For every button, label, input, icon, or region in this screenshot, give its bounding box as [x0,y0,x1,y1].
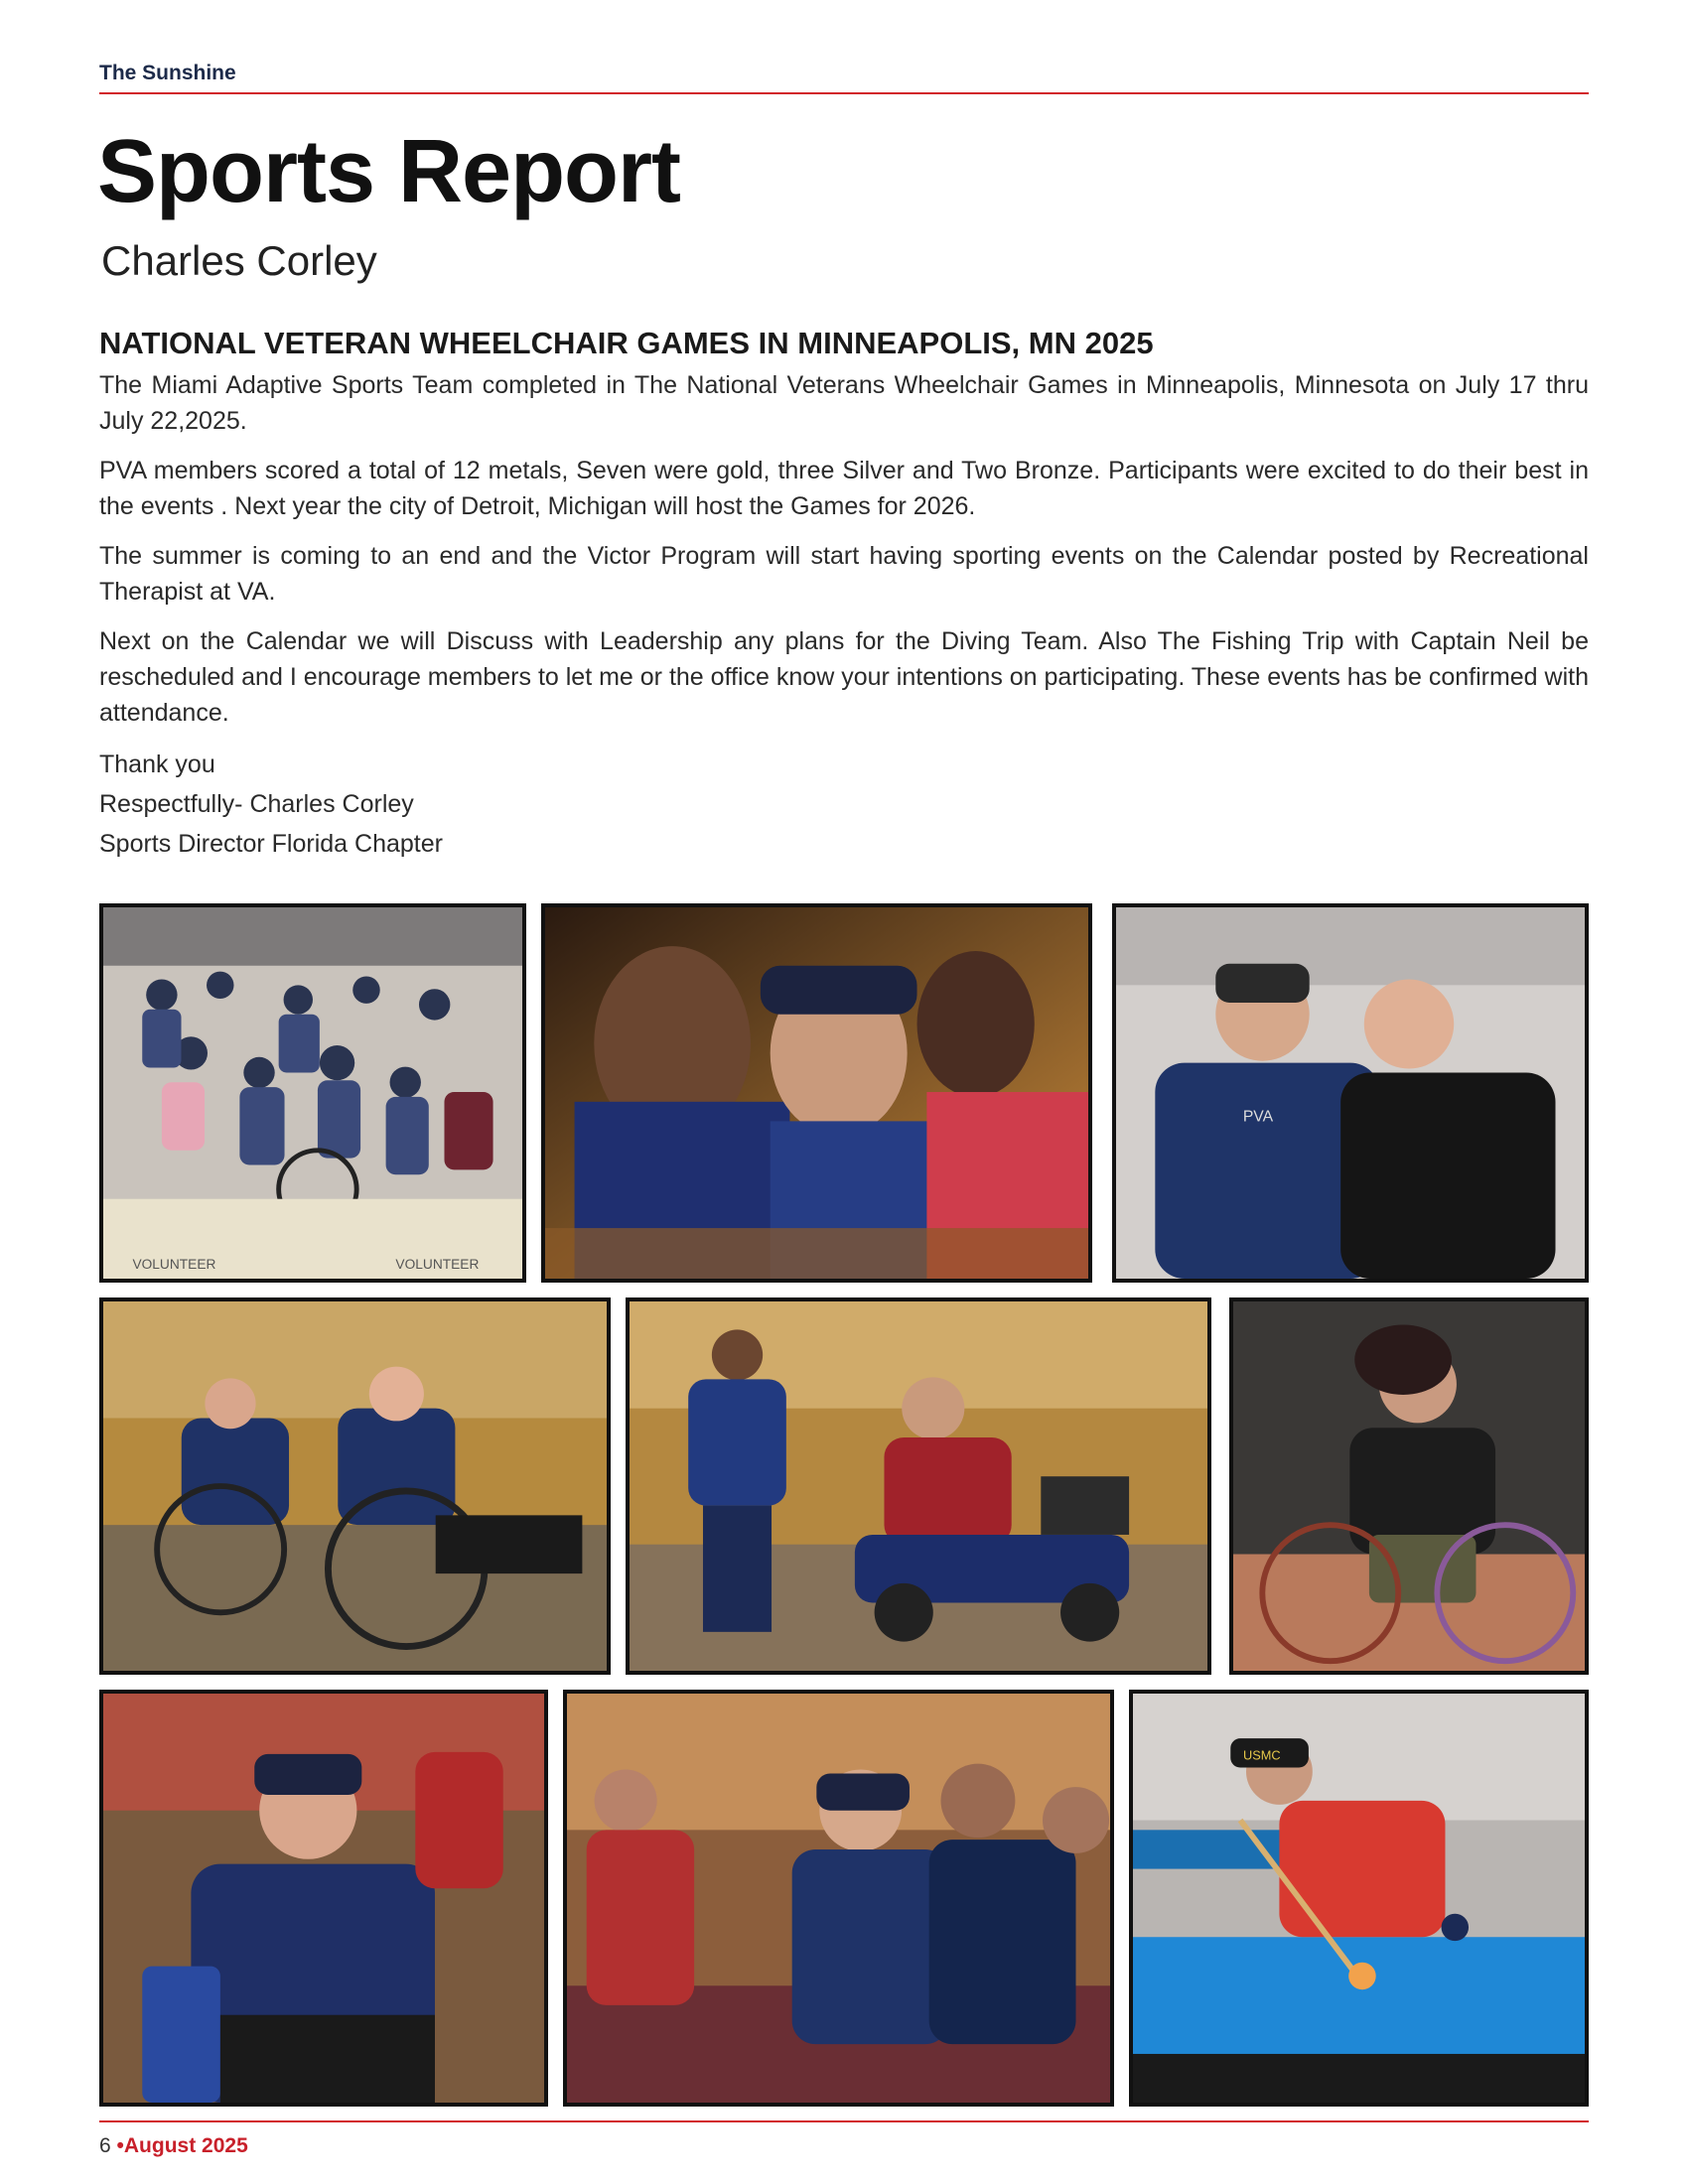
paragraph-2: PVA members scored a total of 12 metals, Seven were gold, three Silver and Two Bronze. Participants were excited to do their best in the events . Next year the city of Detroit, Michigan will host the Games for 2026. [99,456,1589,520]
volunteer-shirt-text-2: VOLUNTEER [395,1257,480,1273]
volunteer-shirt-text-1: VOLUNTEER [132,1257,216,1273]
photo-two-men-posing [1112,903,1589,1283]
pva-logo-text: PVA [1242,1108,1274,1126]
issue-date: August 2025 [123,2134,248,2157]
closing-block [99,745,1589,864]
photo-spectators-closeup [541,903,1092,1283]
photo-woman-wheelchair [1229,1297,1589,1675]
article-body [99,326,1589,864]
paragraph-4: Next on the Calendar we will Discuss with Leadership any plans for the Diving Team. Also The Fishing Trip with Captain Neil be rescheduled and I encourage members to let me or the office know your intentions on participating. These events has be confirmed with attendance. [99,626,1589,727]
closing-role: Sports Director Florida Chapter [99,829,443,858]
publication-name: The Sunshine [99,62,236,84]
footer-separator: • [116,2134,124,2157]
photo-crowd-concourse [99,903,526,1283]
page-footer [99,2134,248,2158]
header-rule [99,92,1589,94]
closing-signature: Respectfully- Charles Corley [99,789,414,818]
footer-rule [99,2120,1589,2122]
photo-cheering-veteran [99,1690,548,2107]
photo-billiards-player [1129,1690,1589,2107]
photo-scooter-rider [626,1297,1211,1675]
page-title: Sports Report [97,122,681,221]
article-headline: NATIONAL VETERAN WHEELCHAIR GAMES IN MINNEAPOLIS, MN 2025 [99,326,1154,360]
closing-thanks: Thank you [99,750,215,778]
paragraph-1: The Miami Adaptive Sports Team completed in The National Veterans Wheelchair Games in Minneapolis, Minnesota on July 17 thru July 22,2025. [99,370,1589,435]
author-name: Charles Corley [101,237,377,284]
photo-spectators-watching [563,1690,1114,2107]
paragraph-3: The summer is coming to an end and the Victor Program will start having sporting events on the Calendar posted by Recreational Therapist at VA. [99,541,1589,606]
photo-wheelchair-racers [99,1297,611,1675]
page-number: 6 [99,2134,111,2157]
billiards-cap-text: USMC [1243,1747,1281,1763]
